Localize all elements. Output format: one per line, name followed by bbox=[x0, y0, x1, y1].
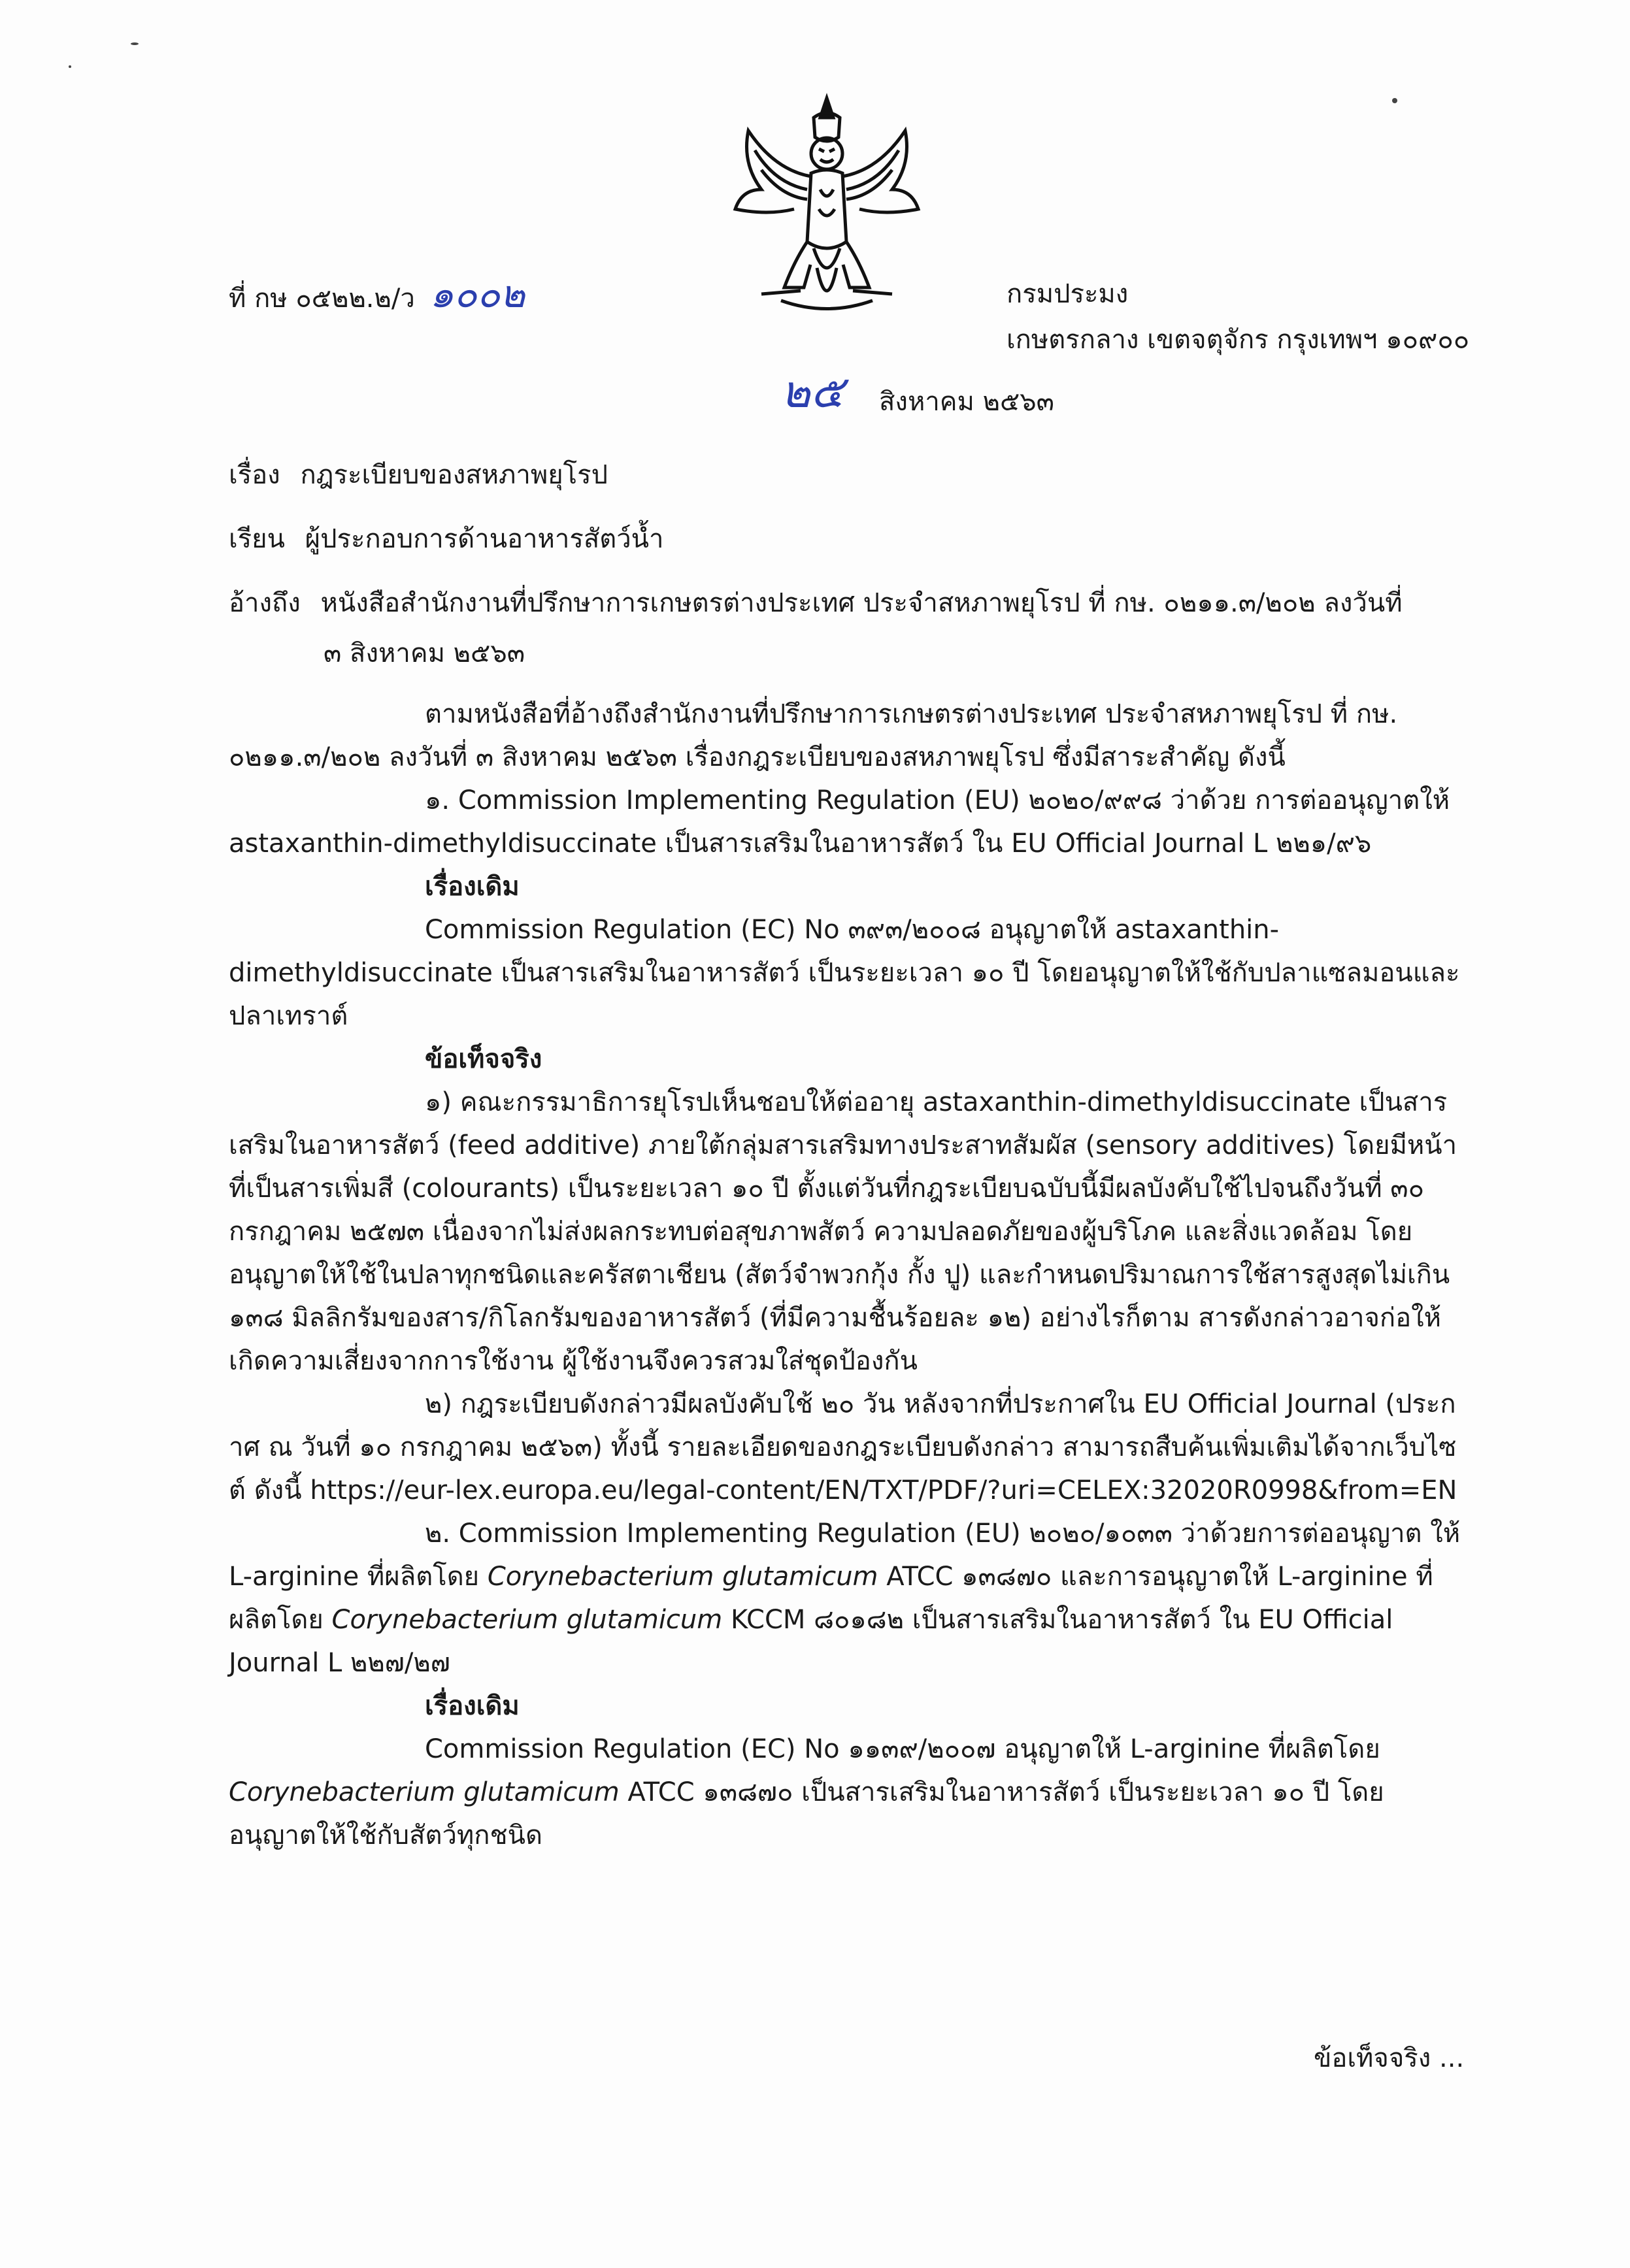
subject-row bbox=[229, 455, 608, 495]
recipient-row bbox=[229, 519, 663, 559]
scan-speck bbox=[1392, 98, 1397, 103]
scan-speck bbox=[131, 42, 139, 45]
item-1-fact-1: ๑) คณะกรรมาธิการยุโรปเห็นชอบให้ต่ออายุ astaxanthin-dimethyldisuccinate เป็นสารเสริมในอาหารสัตว์ (feed additive) ภายใต้กลุ่มสารเสริมทางประสาทสัมผัส (sensory additives) โดยมีหน้าที่เป็นสารเพิ่มสี (colourants) เป็นระยะเวลา ๑๐ ปี ตั้งแต่วันที่กฎระเบียบฉบับนี้มีผลบังคับใช้ไปจนถึงวันที่ ๓๐ กรกฎาคม ๒๕๗๓ เนื่องจากไม่ส่งผลกระทบต่อสุขภาพสัตว์ ความปลอดภัยของผู้บริโภค และสิ่งแวดล้อม โดยอนุญาตให้ใช้ในปลาทุกชนิดและครัสตาเชียน (สัตว์จำพวกกุ้ง กั้ง ปู) และกำหนดปริมาณการใช้สารสูงสุดไม่เกิน ๑๓๘ มิลลิกรัมของสาร/กิโลกรัมของอาหารสัตว์ (ที่มีความชื้นร้อยละ ๑๒) อย่างไรก็ตาม สารดังกล่าวอาจก่อให้เกิดความเสี่ยงจากการใช้งาน ผู้ใช้งานจึงควรสวมใส่ชุดป้องกัน bbox=[229, 1087, 1457, 1376]
letter-body bbox=[229, 693, 1464, 1857]
item-2-title-c: KCCM ๘๐๑๘๒ เป็นสารเสริมในอาหารสัตว์ ใน EU Official Journal L ๒๒๗/๒๗ bbox=[229, 1605, 1393, 1678]
item-2-background-b: ATCC ๑๓๘๗๐ เป็นสารเสริมในอาหารสัตว์ เป็นระยะเวลา ๑๐ ปี โดยอนุญาตให้ใช้กับสัตว์ทุกชนิด bbox=[229, 1777, 1384, 1850]
item-1-fact-2: ๒) กฎระเบียบดังกล่าวมีผลบังคับใช้ ๒๐ วัน หลังจากที่ประกาศใน EU Official Journal (ประกาศ ณ วันที่ ๑๐ กรกฎาคม ๒๕๖๓) ทั้งนี้ รายละเอียดของกฎระเบียบดังกล่าว สามารถสืบค้นเพิ่มเติมได้จากเว็บไซต์ ดังนี้ https://eur-lex.europa.eu/legal-content/EN/TXT/PDF/?uri=CELEX:32020R0998&from=EN bbox=[229, 1389, 1457, 1505]
date-printed: สิงหาคม ๒๕๖๓ bbox=[879, 387, 1054, 417]
species-name: Corynebacterium glutamicum bbox=[487, 1562, 878, 1592]
item-2-background bbox=[229, 1728, 1464, 1857]
item-2-title-b: ATCC ๑๓๘๗๐ และการอนุญาตให้ L-arginine ที่ผลิตโดย bbox=[229, 1562, 1433, 1635]
species-name: Corynebacterium glutamicum bbox=[229, 1777, 620, 1807]
species-name: Corynebacterium glutamicum bbox=[331, 1605, 723, 1635]
item-2-title-a: ๒. Commission Implementing Regulation (EU) ๒๐๒๐/๑๐๓๓ ว่าด้วยการต่ออนุญาต ให้ L-arginine ที่ผลิตโดย bbox=[229, 1519, 1461, 1592]
item-1-background: Commission Regulation (EC) No ๓๙๓/๒๐๐๘ อนุญาตให้ astaxanthin-dimethyldisuccinate เป็นสารเสริมในอาหารสัตว์ เป็นระยะเวลา ๑๐ ปี โดยอนุญาตให้ใช้กับปลาแซลมอนและปลาเทราต์ bbox=[229, 915, 1460, 1031]
continued-marker: ข้อเท็จจริง ... bbox=[1314, 2043, 1465, 2073]
doc-number-label: ที่ กษ ๐๕๒๒.๒/ว bbox=[229, 284, 415, 314]
intro-paragraph: ตามหนังสือที่อ้างถึงสำนักงานที่ปรึกษาการเกษตรต่างประเทศ ประจำสหภาพยุโรป ที่ กษ. ๐๒๑๑.๓/๒๐๒ ลงวันที่ ๓ สิงหาคม ๒๕๖๓ เรื่องกฎระเบียบของสหภาพยุโรป ซึ่งมีสาระสำคัญ ดังนี้ bbox=[229, 699, 1398, 772]
subject-text: กฎระเบียบของสหภาพยุโรป bbox=[300, 460, 608, 490]
item-1-title: ๑. Commission Implementing Regulation (EU) ๒๐๒๐/๙๙๘ ว่าด้วย การต่ออนุญาตให้ astaxanthin-dimethyldisuccinate เป็นสารเสริมในอาหารสัตว์ ใน EU Official Journal L ๒๒๑/๙๖ bbox=[229, 785, 1450, 859]
reference-label: อ้างถึง bbox=[229, 588, 301, 618]
item-2-background-heading: เรื่องเดิม bbox=[425, 1691, 520, 1721]
date-handwritten: ๒๕ bbox=[781, 367, 844, 418]
reference-line-2: ๓ สิงหาคม ๒๕๖๓ bbox=[324, 638, 525, 668]
recipient-label: เรียน bbox=[229, 524, 285, 554]
garuda-emblem bbox=[722, 91, 931, 327]
item-2-background-a: Commission Regulation (EC) No ๑๑๓๙/๒๐๐๗ อนุญาตให้ L-arginine ที่ผลิตโดย bbox=[425, 1734, 1380, 1764]
item-1-background-heading: เรื่องเดิม bbox=[425, 872, 520, 902]
recipient-text: ผู้ประกอบการด้านอาหารสัตว์น้ำ bbox=[305, 524, 664, 554]
doc-number-handwritten: ๑๐๐๒ bbox=[429, 272, 525, 316]
reference-row bbox=[229, 583, 1403, 623]
subject-label: เรื่อง bbox=[229, 460, 280, 490]
scan-speck bbox=[69, 65, 71, 68]
org-name: กรมประมง bbox=[1006, 279, 1129, 309]
item-2-title bbox=[229, 1512, 1464, 1685]
item-1-facts-heading: ข้อเท็จจริง bbox=[425, 1044, 542, 1074]
doc-number-row bbox=[229, 274, 525, 318]
reference-line-1: หนังสือสำนักงานที่ปรึกษาการเกษตรต่างประเทศ ประจำสหภาพยุโรป ที่ กษ. ๐๒๑๑.๓/๒๐๒ ลงวันที่ bbox=[320, 588, 1403, 618]
org-address: เกษตรกลาง เขตจตุจักร กรุงเทพฯ ๑๐๙๐๐ bbox=[1006, 325, 1470, 355]
